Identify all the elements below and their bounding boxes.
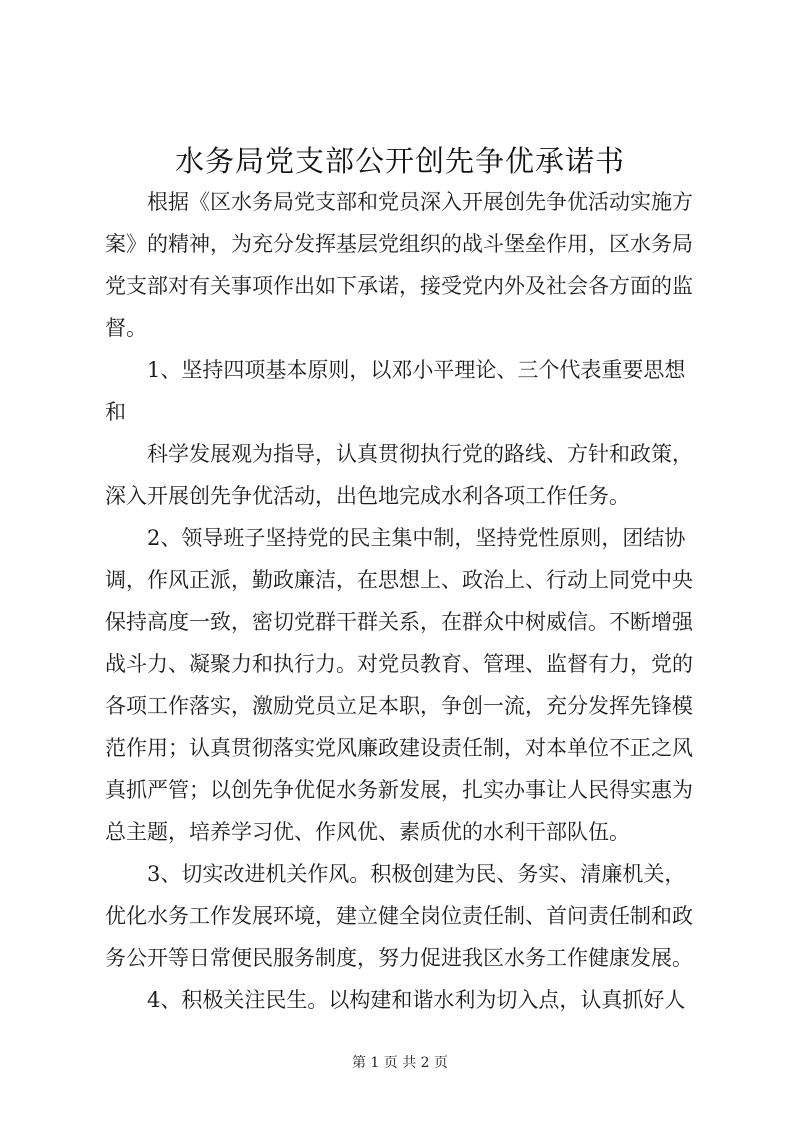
document-title: 水务局党支部公开创先争优承诺书 <box>174 144 625 178</box>
page-footer: 第 1 页 共 2 页 <box>351 1055 449 1071</box>
item-4-line-1: 4、积极关注民生。以构建和谐水利为切入点，认真抓好人 <box>147 988 686 1012</box>
item-2-line-1: 2、领导班子坚持党的民主集中制，坚持党性原则，团结协 <box>147 526 686 550</box>
paragraph-1-line-3: 党支部对有关事项作出如下承诺，接受党内外及社会各方面的监 <box>105 274 693 298</box>
item-2-line-4: 战斗力、凝聚力和执行力。对党员教育、管理、监督有力，党的 <box>105 652 693 676</box>
item-1-line-1: 1、坚持四项基本原则，以邓小平理论、三个代表重要思想 <box>147 358 686 382</box>
item-2-line-5: 各项工作落实，激励党员立足本职，争创一流，充分发挥先锋模 <box>105 694 693 718</box>
item-1-line-4: 深入开展创先争优活动，出色地完成水利各项工作任务。 <box>105 484 630 508</box>
item-1-line-3: 科学发展观为指导，认真贯彻执行党的路线、方针和政策， <box>147 442 693 466</box>
item-2-line-8: 总主题，培养学习优、作风优、素质优的水利干部队伍。 <box>105 820 630 844</box>
item-3-line-1: 3、切实改进机关作风。积极创建为民、务实、清廉机关， <box>147 862 686 886</box>
item-3-line-2: 优化水务工作发展环境，建立健全岗位责任制、首问责任制和政 <box>105 904 693 928</box>
item-2-line-6: 范作用；认真贯彻落实党风廉政建设责任制，对本单位不正之风 <box>105 736 693 760</box>
item-1-line-2: 和 <box>105 400 126 424</box>
item-2-line-2: 调，作风正派，勤政廉洁，在思想上、政治上、行动上同党中央 <box>105 568 693 592</box>
paragraph-1-line-2: 案》的精神，为充分发挥基层党组织的战斗堡垒作用，区水务局 <box>105 232 693 256</box>
paragraph-1-line-1: 根据《区水务局党支部和党员深入开展创先争优活动实施方 <box>147 190 693 214</box>
item-2-line-3: 保持高度一致，密切党群干群关系，在群众中树威信。不断增强 <box>105 610 693 634</box>
item-2-line-7: 真抓严管；以创先争优促水务新发展，扎实办事让人民得实惠为 <box>105 778 693 802</box>
item-3-line-3: 务公开等日常便民服务制度，努力促进我区水务工作健康发展。 <box>105 946 693 970</box>
paragraph-1-line-4: 督。 <box>105 316 147 340</box>
